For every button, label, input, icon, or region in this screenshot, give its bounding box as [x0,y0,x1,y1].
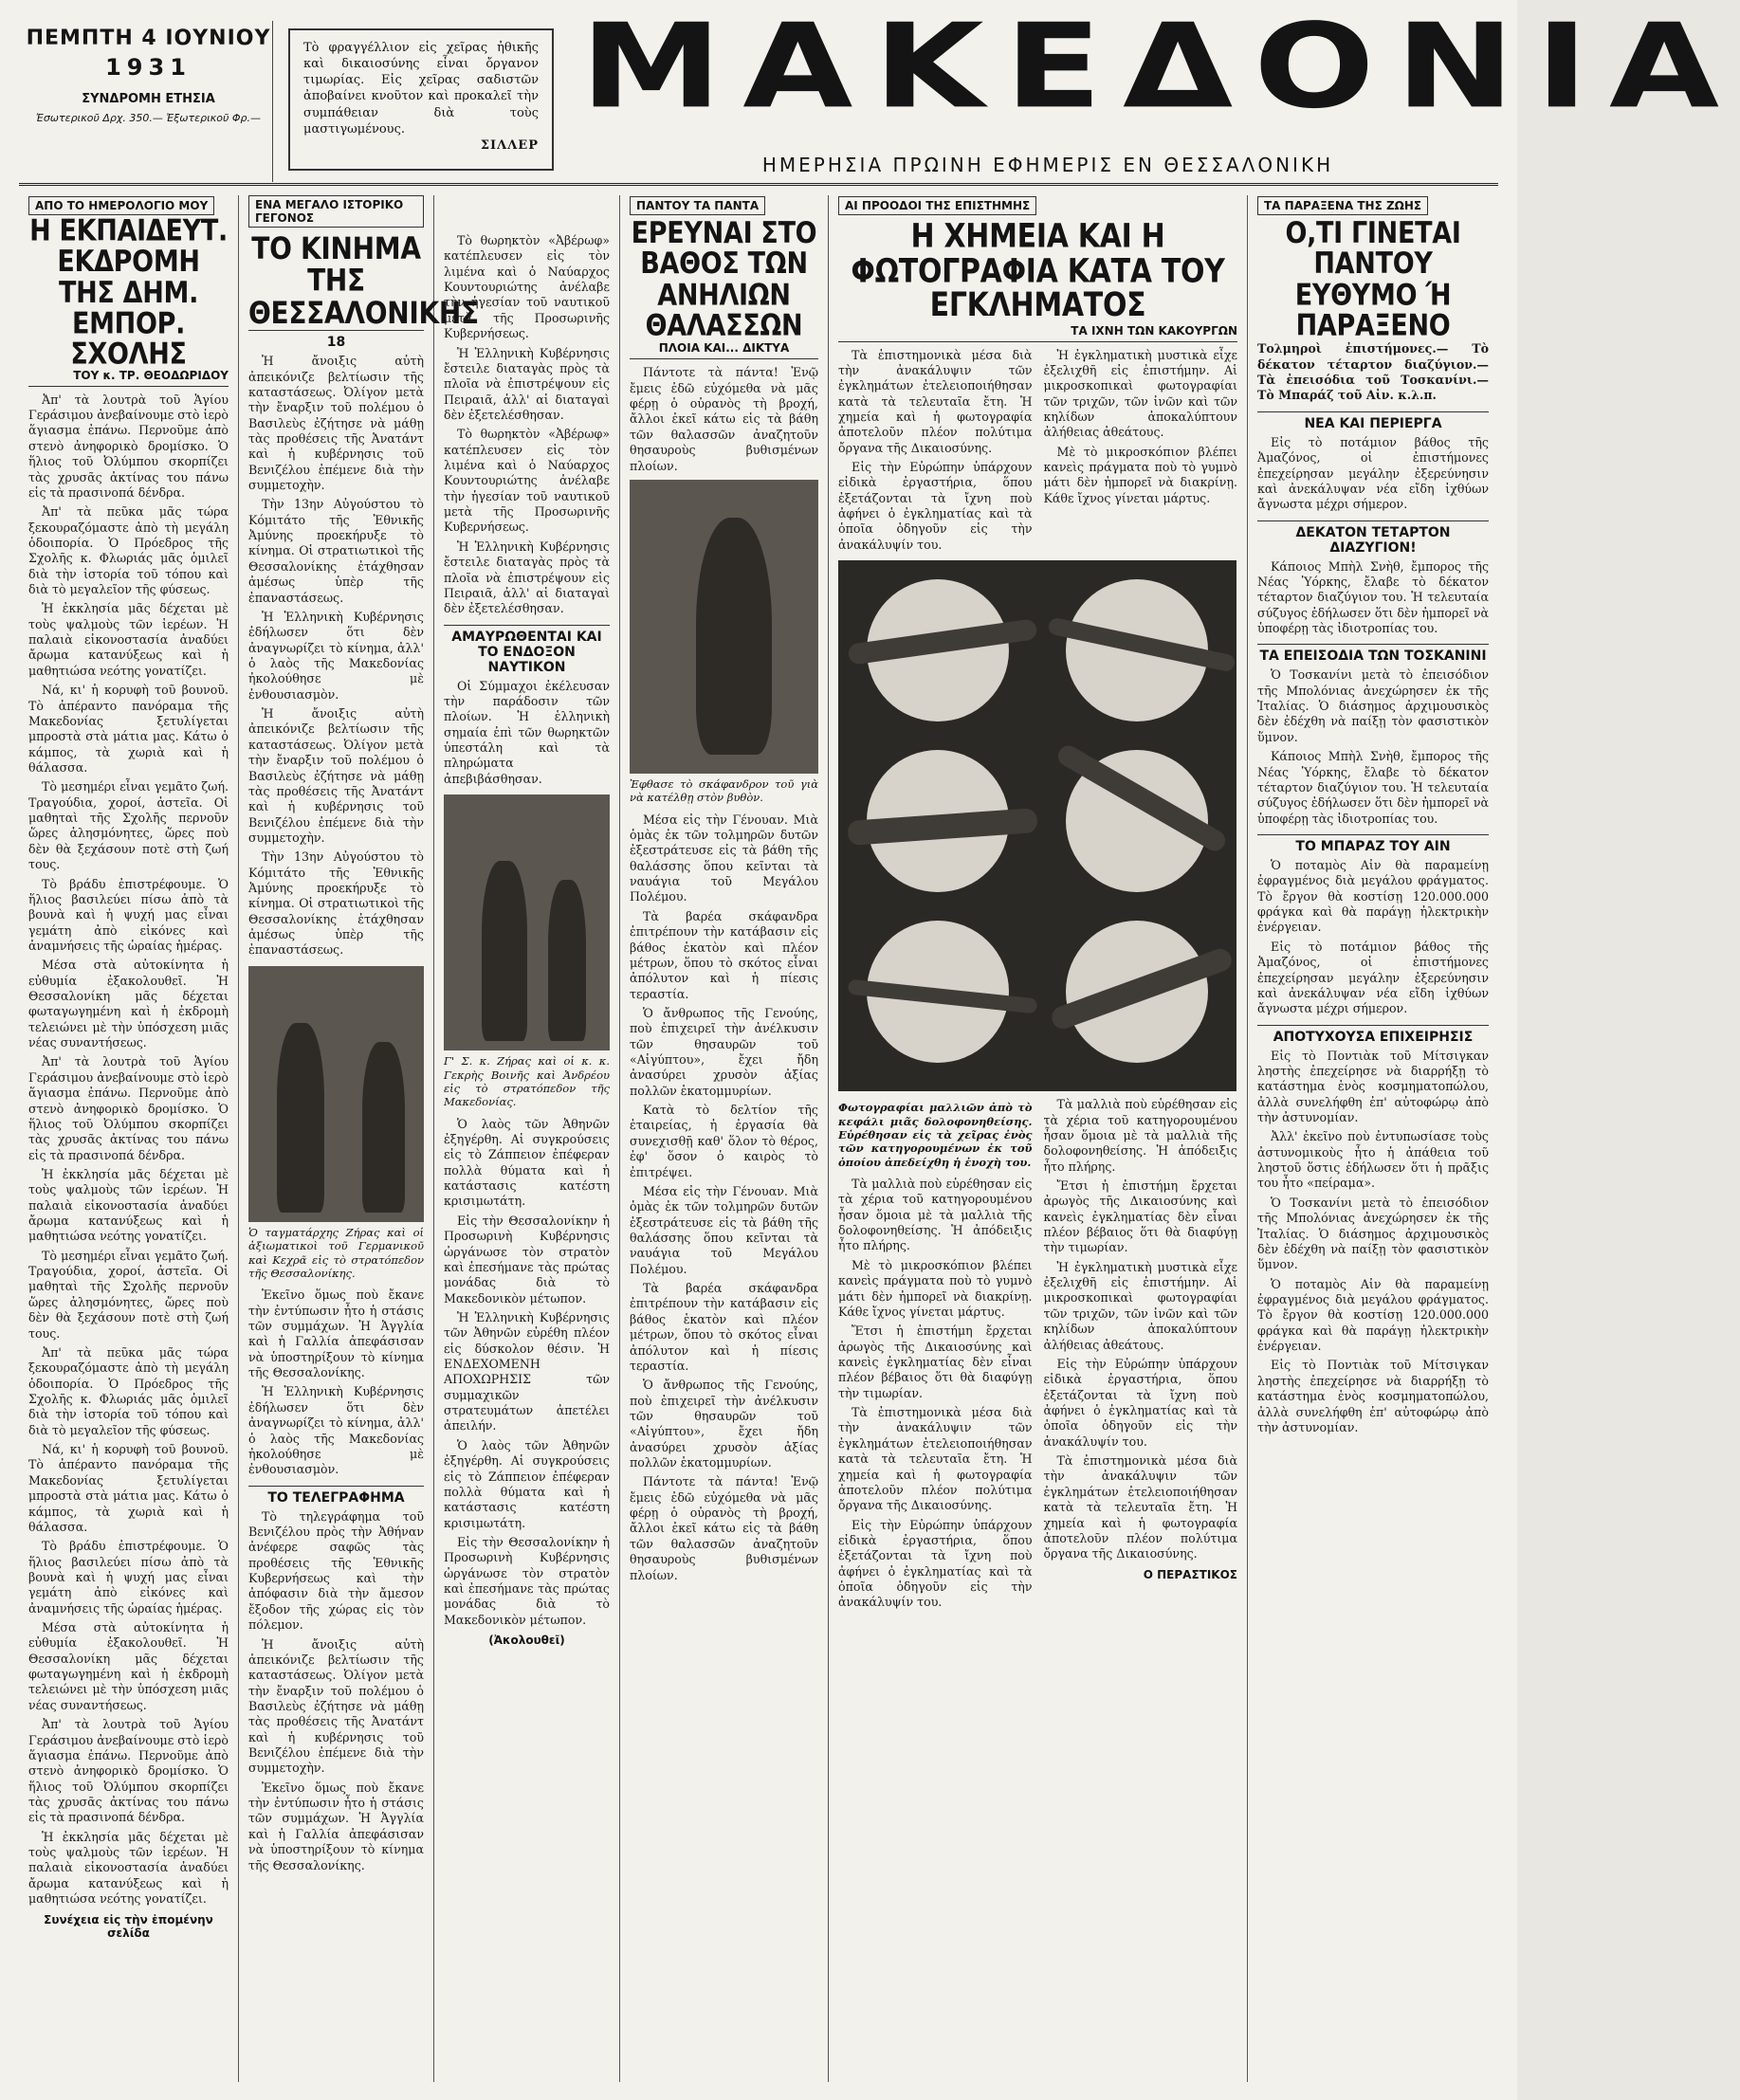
paragraph: Ὁ Τοσκανίνι μετὰ τὸ ἐπεισόδιον τῆς Μπολόνιας ἀνεχώρησεν ἐκ τῆς Ἰταλίας. Ὁ διάσημος ἀρχιμουσικὸς δὲν ἐδέχθη νὰ παίξῃ τὸν φασιστικὸν ὕμνον. [1257,667,1489,744]
to-be-continued: (Ἀκολουθεῖ) [488,1634,565,1648]
paragraph: Τὰ βαρέα σκάφανδρα ἐπιτρέπουν τὴν κατάβασιν εἰς βάθος ἑκατὸν καὶ πλέον μέτρων, ὅπου τὸ σκότος εἶναι ἀπόλυτον καὶ ἡ πίεσις τεραστία. [630,908,818,1001]
paragraph: Ἡ Ἑλληνικὴ Κυβέρνησις ἐδήλωσεν ὅτι δὲν ἀναγνωρίζει τὸ κίνημα, ἀλλ' ὁ λαὸς τῆς Μακεδονίας ἠκολούθησε μὲ ἐνθουσιασμὸν. [248,1384,424,1477]
paragraph: Ἡ ἐγκληματικὴ μυστικὰ εἶχε ἐξελιχθῆ εἰς ἐπιστήμην. Αἱ μικροσκοπικαὶ φωτογραφίαι τῶν τριχῶν, τῶν ἰνῶν καὶ τῶν κηλίδων ἀποκαλύπτουν ἀλήθειας ἀθεάτους. [1043,347,1237,440]
paragraph: Ὁ λαὸς τῶν Ἀθηνῶν ἐξηγέρθη. Αἱ συγκρούσεις εἰς τὸ Ζάππειον ἐπέφεραν πολλὰ θύματα καὶ ἡ κατάστασις κατέστη κρισιμωτάτη. [444,1437,610,1530]
paragraph: Εἰς τὸ Ποντιὰκ τοῦ Μίτσιγκαν ληστὴς ἐπεχείρησε νὰ διαρρήξῃ τὸ κατάστημα ἑνὸς κοσμηματοπώλου, ἀλλὰ συνελήφθη ἐπ' αὐτοφώρῳ ἀπὸ τὴν ἀστυνομίαν. [1257,1358,1489,1434]
section-label: ΠΑΝΤΟΥ ΤΑ ΠΑΝΤΑ [630,196,765,215]
paragraph: Ἀπ' τὰ πεῦκα μᾶς τώρα ξεκουραζόμαστε ἀπὸ τὴ μεγάλη ὁδοιπορία. Ὁ Πρόεδρος τῆς Σχολῆς κ. Φλωριάς μᾶς ὁμιλεῖ διὰ τὴν ἱστορία τοῦ τόπου καὶ διὰ τὸ μεγαλεῖον τῆς φύσεως. [28,504,229,597]
paragraph: Τὰ μαλλιὰ ποὺ εὑρέθησαν εἰς τὰ χέρια τοῦ κατηγορουμένου ἦσαν ὅμοια μὲ τὰ μαλλιὰ τῆς δολοφονηθείσης. Ἡ ἀπόδειξις ἦτο πλήρης. [838,1177,1033,1253]
subheading: ΔΕΚΑΤΟΝ ΤΕΤΑΡΤΟΝ ΔΙΑΖΥΓΙΟΝ! [1257,520,1489,556]
paragraph: Ἀπ' τὰ λουτρὰ τοῦ Ἁγίου Γεράσιμου ἀνεβαίνουμε στὸ ἱερὸ ἅγιασμα ἐπάνω. Περνοῦμε ἀπὸ στενὸ ἀνηφορικὸ δρομίσκο. Ὁ ἥλιος τοῦ Ὀλύμπου σκορπίζει τὰς χρυσᾶς ἀκτίνας του πάνω εἰς τὰ πρασινοπά δένδρα. [28,392,229,500]
subheading: ΤΟ ΤΕΛΕΓΡΑΦΗΜΑ [248,1486,424,1506]
quote-author: ΣΙΛΛΕΡ [480,137,539,153]
column-diary [19,195,239,2082]
author-signoff: Ο ΠΕΡΑΣΤΙΚΟΣ [1143,1567,1237,1581]
paragraph: Νά, κι' ἡ κορυφὴ τοῦ βουνοῦ. Τὸ ἀπέραντο πανόραμα τῆς Μακεδονίας ξετυλίγεται μπροστὰ στὰ μάτια μας. Κάτω ὁ κάμπος, τὰ χωριὰ καὶ ἡ θάλασσα. [28,683,229,775]
paragraph: Ἡ ἐγκληματικὴ μυστικὰ εἶχε ἐξελιχθῆ εἰς ἐπιστήμην. Αἱ μικροσκοπικαὶ φωτογραφίαι τῶν τριχῶν, τῶν ἰνῶν καὶ τῶν κηλίδων ἀποκαλύπτουν ἀλήθειας ἀθεάτους. [1043,1259,1237,1352]
paragraph: Ὁ ἄνθρωπος τῆς Γενούης, ποὺ ἐπιχειρεῖ τὴν ἀνέλκυσιν τῶν θησαυρῶν τοῦ «Αἰγύπτου», ἔχει ἤδη ἀνασύρει χρυσὸν ἀξίας πολλῶν ἑκατομμυρίων. [630,1005,818,1098]
paragraph: Τὰ ἐπιστημονικὰ μέσα διὰ τὴν ἀνακάλυψιν τῶν ἐγκλημάτων ἐτελειοποιήθησαν κατὰ τὰ τελευταῖα ἔτη. Ἡ χημεία καὶ ἡ φωτογραφία ἀποτελοῦν πλέον πολύτιμα ὄργανα τῆς Δικαιοσύνης. [1043,1453,1237,1561]
paragraph: Τὸ μεσημέρι εἶναι γεμᾶτο ζωή. Τραγούδια, χοροί, ἀστεῖα. Οἱ μαθηταὶ τῆς Σχολῆς περνοῦν ὥρες ἀλησμόνητες, ὥρες ποὺ δὲν θὰ ξεχάσουν ποτὲ στὴ ζωή τους. [28,1248,229,1341]
photo-officers-2 [444,794,610,1050]
paragraph: Πάντοτε τὰ πάντα! Ἐνῷ ἔμεις ἐδῶ εὐχόμεθα νὰ μᾶς φέρῃ ὁ οὐρανὸς τὴ βροχή, ἄλλοι ἐκεῖ κάτω εἰς τὰ βάθη τῶν θαλασσῶν ἀναζητοῦν θησαυροὺς βυθισμένων πλοίων. [630,365,818,473]
paragraph: Τὰ ἐπιστημονικὰ μέσα διὰ τὴν ἀνακάλυψιν τῶν ἐγκλημάτων ἐτελειοποιήθησαν κατὰ τὰ τελευταῖα ἔτη. Ἡ χημεία καὶ ἡ φωτογραφία ἀποτελοῦν πλέον πολύτιμα ὄργανα τῆς Δικαιοσύνης. [838,1405,1033,1513]
paragraph: Μέσα εἰς τὴν Γένουαν. Μιὰ ὁμὰς ἐκ τῶν τολμηρῶν δυτῶν ἐξεστράτευσε εἰς τὰ βάθη τῆς θαλάσσης ὅπου κεῖνται τὰ ναυάγια τοῦ Μεγάλου Πολέμου. [630,1183,818,1276]
paragraph: Τὰ ἐπιστημονικὰ μέσα διὰ τὴν ἀνακάλυψιν τῶν ἐγκλημάτων ἐτελειοποιήθησαν κατὰ τὰ τελευταῖα ἔτη. Ἡ χημεία καὶ ἡ φωτογραφία ἀποτελοῦν πλέον πολύτιμα ὄργανα τῆς Δικαιοσύνης. [838,347,1033,455]
paragraph: Ἡ ἐκκλησία μᾶς δέχεται μὲ τοὺς ψαλμοὺς τῶν ἱερέων. Ἡ παλαιὰ εἰκονοστασία ἀναδύει ἄρωμα κατανύξεως καὶ ἡ μαθητιώσα νεότης γονατίζει. [28,601,229,678]
issue-year: 1931 [105,54,192,81]
article-byline: ΤΑ ΙΧΝΗ ΤΩΝ ΚΑΚΟΥΡΓΩΝ [838,324,1237,342]
article-headline: ΕΡΕΥΝΑΙ ΣΤΟ ΒΑΘΟΣ ΤΩΝ ΑΝΗΛΙΩΝ ΘΑΛΑΣΣΩΝ [631,216,817,343]
micrograph-disc [867,921,1009,1063]
paragraph: Εἰς τὴν Εὐρώπην ὑπάρχουν εἰδικὰ ἐργαστήρια, ὅπου ἐξετάζονται τὰ ἴχνη ποὺ ἀφήνει ὁ ἐγκληματίας καὶ τὰ ὁποῖα ὁδηγοῦν εἰς τὴν ἀνακάλυψίν του. [838,460,1033,552]
epigraph-quote [288,28,554,171]
hair-micrograph-panel [838,560,1236,1091]
newspaper-tagline: ΗΜΕΡΗΣΙΑ ΠΡΩΙΝΗ ΕΦΗΜΕΡΙΣ ΕΝ ΘΕΣΣΑΛΟΝΙΚΗ [761,154,1334,176]
paragraph: Τὸ θωρηκτὸν «Ἀβέρωφ» κατέπλευσεν εἰς τὸν λιμένα καὶ ὁ Ναύαρχος Κουντουριώτης ἀνέλαβε τὴν ἡγεσίαν τοῦ ναυτικοῦ μετὰ τῆς Προσωρινῆς Κυβερνήσεως. [444,233,610,341]
photo-diver [630,480,818,774]
paragraph: Νά, κι' ἡ κορυφὴ τοῦ βουνοῦ. Τὸ ἀπέραντο πανόραμα τῆς Μακεδονίας ξετυλίγεται μπροστὰ στὰ μάτια μας. Κάτω ὁ κάμπος, τὰ χωριὰ καὶ ἡ θάλασσα. [28,1442,229,1534]
paragraph: Πάντοτε τὰ πάντα! Ἐνῷ ἔμεις ἐδῶ εὐχόμεθα νὰ μᾶς φέρῃ ὁ οὐρανὸς τὴ βροχή, ἄλλοι ἐκεῖ κάτω εἰς τὰ βάθη τῶν θαλασσῶν ἀναζητοῦν θησαυροὺς βυθισμένων πλοίων. [630,1474,818,1582]
micrograph-disc [867,750,1009,892]
section-label: ΕΝΑ ΜΕΓΑΛΟ ΙΣΤΟΡΙΚΟ ΓΕΓΟΝΟΣ [248,195,424,228]
paragraph: Εἰς τὴν Θεσσαλονίκην ἡ Προσωρινὴ Κυβέρνησις ὠργάνωσε τὸν στρατὸν καὶ ἐπεσήμανε τὰς πρώτας μονάδας διὰ τὸ Μακεδονικὸν μέτωπον. [444,1213,610,1306]
paragraph: Ὁ λαὸς τῶν Ἀθηνῶν ἐξηγέρθη. Αἱ συγκρούσεις εἰς τὸ Ζάππειον ἐπέφεραν πολλὰ θύματα καὶ ἡ κατάστασις κατέστη κρισιμωτάτη. [444,1116,610,1209]
paragraph: Τὴν 13ην Αὐγούστου τὸ Κόμιτάτο τῆς Ἐθνικῆς Ἀμύνης προεκήρυξε τὸ κίνημα. Οἱ στρατιωτικοὶ τῆς Θεσσαλονίκης ἐτάχθησαν ἀμέσως ὑπὲρ τῆς ἐπαναστάσεως. [248,497,424,605]
masthead [19,0,1740,186]
paragraph: Ἐκεῖνο ὅμως ποὺ ἔκανε τὴν ἐντύπωσιν ἦτο ἡ στάσις τῶν συμμάχων. Ἡ Ἀγγλία καὶ ἡ Γαλλία ἀπεφάσισαν νὰ ὑποστηρίξουν τὸ κίνημα τῆς Θεσσαλονίκης. [248,1287,424,1380]
paragraph: Εἰς τὸ ποτάμιον βάθος τῆς Ἀμαζόνος, οἱ ἐπιστήμονες ἐπεχείρησαν μεγάλην ἐξερεύνησιν καὶ ἀνεκάλυψαν νέα εἴδη ἰχθύων ἄγνωστα μέχρι σήμερον. [1257,939,1489,1016]
subheading: ΑΜΑΥΡΩΘΕΝΤΑΙ ΚΑΙ ΤΟ ΕΝΔΟΞΟΝ ΝΑΥΤΙΚΟΝ [444,625,610,675]
paragraph: Κάποιος Μπὴλ Σνὴθ, ἔμπορος τῆς Νέας Ὑόρκης, ἔλαβε τὸ δέκατον τέταρτον διαζύγιον του. Ἡ τελευταία σύζυγος ἐδήλωσεν ὅτι δὲν ἠμπορεῖ νὰ ὑποφέρῃ τὰς ἰδιοτροπίας του. [1257,749,1489,826]
paragraph: Τὰ βαρέα σκάφανδρα ἐπιτρέπουν τὴν κατάβασιν εἰς βάθος ἑκατὸν καὶ πλέον μέτρων, ὅπου τὸ σκότος εἶναι ἀπόλυτον καὶ ἡ πίεσις τεραστία. [630,1281,818,1373]
paragraph: Ἀπ' τὰ λουτρὰ τοῦ Ἁγίου Γεράσιμου ἀνεβαίνουμε στὸ ἱερὸ ἅγιασμα ἐπάνω. Περνοῦμε ἀπὸ στενὸ ἀνηφορικὸ δρομίσκο. Ὁ ἥλιος τοῦ Ὀλύμπου σκορπίζει τὰς χρυσᾶς ἀκτίνας του πάνω εἰς τὰ πρασινοπά δένδρα. [28,1054,229,1162]
paragraph: Ἡ ἄνοιξις αὐτὴ ἀπεικόνιζε βελτίωσιν τῆς καταστάσεως. Ὀλίγον μετὰ τὴν ἔναρξιν τοῦ πολέμου ὁ Βασιλεὺς ἐζήτησε νὰ μάθῃ τὰς προθέσεις τῆς Ἀνατάντ καὶ ἡ κυβέρνησις τοῦ Βενιζέλου ἐπέμενε διὰ τὴν συμμετοχὴν. [248,354,424,493]
micrograph-disc [1066,921,1208,1063]
subheading: ΤΑ ΕΠΕΙΣΟΔΙΑ ΤΩΝ ΤΟΣΚΑΝΙΝΙ [1257,644,1489,664]
subheading: ΤΟ ΜΠΑΡΑΖ ΤΟΥ ΑΙΝ [1257,834,1489,854]
subscription-label: ΣΥΝΔΡΟΜΗ ΕΤΗΣΙΑ [82,92,215,106]
paragraph: Μέσα εἰς τὴν Γένουαν. Μιὰ ὁμὰς ἐκ τῶν τολμηρῶν δυτῶν ἐξεστράτευσε εἰς τὰ βάθη τῆς θαλάσσης ὅπου κεῖνται τὰ ναυάγια τοῦ Μεγάλου Πολέμου. [630,812,818,904]
article-headline: ΤΟ ΚΙΝΗΜΑ ΤΗΣ ΘΕΣΣΑΛΟΝΙΚΗΣ [248,230,479,331]
paragraph: Εἰς τὴν Εὐρώπην ὑπάρχουν εἰδικὰ ἐργαστήρια, ὅπου ἐξετάζονται τὰ ἴχνη ποὺ ἀφήνει ὁ ἐγκληματίας καὶ τὰ ὁποῖα ὁδηγοῦν εἰς τὴν ἀνακάλυψίν του. [1043,1356,1237,1449]
continued-note: Συνέχεια εἰς τὴν ἑπομένην σελίδα [44,1912,213,1940]
date-box [25,21,273,182]
article-byline: ΠΛΟΙΑ ΚΑΙ... ΔΙΚΤΥΑ [630,341,818,359]
column-curiosities [1248,195,1498,2082]
paragraph: Μέσα στὰ αὐτοκίνητα ἡ εὐθυμία ἐξακολουθεῖ. Ἡ Θεσσαλονίκη μᾶς δέχεται φωταγωγημένη καὶ ἡ ἐκδρομὴ τελειώνει μὲ τὴν ὑπόσχεση μιᾶς νέας συναντήσεως. [28,958,229,1050]
section-label: ΤΑ ΠΑΡΑΞΕΝΑ ΤΗΣ ΖΩΗΣ [1257,196,1428,215]
column-movement-b [434,195,620,2082]
paragraph: Μὲ τὸ μικροσκόπιον βλέπει κανεὶς πράγματα ποὺ τὸ γυμνὸ μάτι δὲν ἠμπορεῖ νὰ διακρίνῃ. Κάθε ἴχνος γίνεται μάρτυς. [1043,444,1237,505]
paragraph: Εἰς τὸ ποτάμιον βάθος τῆς Ἀμαζόνος, οἱ ἐπιστήμονες ἐπεχείρησαν μεγάλην ἐξερεύνησιν καὶ ἀνεκάλυψαν νέα εἴδη ἰχθύων ἄγνωστα μέχρι σήμερον. [1257,434,1489,512]
paragraph: Ἡ Ἑλληνικὴ Κυβέρνησις ἔστειλε διαταγὰς πρὸς τὰ πλοῖα νὰ ἐπιστρέψουν εἰς Πειραιᾶ, ἀλλ' αἱ διαταγαὶ δὲν ἐξετελέσθησαν. [444,539,610,616]
article-headline: Η ΧΗΜΕΙΑ ΚΑΙ Η ΦΩΤΟΓΡΑΦΙΑ ΚΑΤΑ ΤΟΥ ΕΓΚΛΗΜΑΤΟΣ [851,217,1225,325]
paragraph: Ἔτσι ἡ ἐπιστήμη ἔρχεται ἀρωγὸς τῆς Δικαιοσύνης καὶ κανεὶς ἐγκληματίας δὲν εἶναι πλέον βέβαιος ὅτι θὰ διαφύγῃ τὴν τιμωρίαν. [838,1324,1033,1400]
paragraph: Ἀλλ' ἐκεῖνο ποὺ ἐντυπωσίασε τοὺς ἀστυνομικοὺς ἦτο ἡ ἀπάθεια τοῦ ληστοῦ ὅστις ἐδήλωσεν ὅτι ἡ πρᾶξις του ἦτο «πείραμα». [1257,1129,1489,1191]
article-headline: Ο,ΤΙ ΓΙΝΕΤΑΙ ΠΑΝΤΟΥ ΕΥΘΥΜΟ Ή ΠΑΡΑΞΕΝΟ [1285,216,1461,343]
micrograph-disc [1066,579,1208,721]
paragraph: Μὲ τὸ μικροσκόπιον βλέπει κανεὶς πράγματα ποὺ τὸ γυμνὸ μάτι δὲν ἠμπορεῖ νὰ διακρίνῃ. Κάθε ἴχνος γίνεται μάρτυς. [838,1257,1033,1319]
subscription-prices: Ἐσωτερικοῦ Δρχ. 350.— Ἐξωτερικοῦ Φρ.— [36,112,261,124]
paragraph: Ἡ ἄνοιξις αὐτὴ ἀπεικόνιζε βελτίωσιν τῆς καταστάσεως. Ὀλίγον μετὰ τὴν ἔναρξιν τοῦ πολέμου ὁ Βασιλεὺς ἐζήτησε νὰ μάθῃ τὰς προθέσεις τῆς Ἀνατάντ καὶ ἡ κυβέρνησις τοῦ Βενιζέλου ἐπέμενε διὰ τὴν συμμετοχὴν. [248,1636,424,1776]
paragraph: Τὸ βράδυ ἐπιστρέφουμε. Ὁ ἥλιος βασιλεύει πίσω ἀπὸ τὰ βουνὰ καὶ ἡ ψυχή μας εἶναι γεμάτη ἀπὸ εἰκόνες καὶ ἀναμνήσεις τῆς ὡραίας ἡμέρας. [28,1539,229,1616]
article-byline: ΤΟΥ κ. ΤΡ. ΘΕΟΔΩΡΙΔΟΥ [28,369,229,387]
paragraph: Ἐκεῖνο ὅμως ποὺ ἔκανε τὴν ἐντύπωσιν ἦτο ἡ στάσις τῶν συμμάχων. Ἡ Ἀγγλία καὶ ἡ Γαλλία ἀπεφάσισαν νὰ ὑποστηρίξουν τὸ κίνημα τῆς Θεσσαλονίκης. [248,1780,424,1872]
paragraph: Τὸ μεσημέρι εἶναι γεμᾶτο ζωή. Τραγούδια, χοροί, ἀστεῖα. Οἱ μαθηταὶ τῆς Σχολῆς περνοῦν ὥρες ἀλησμόνητες, ὥρες ποὺ δὲν θὰ ξεχάσουν ποτὲ στὴ ζωή τους. [28,779,229,872]
paragraph: Ἡ Ἑλληνικὴ Κυβέρνησις ἔστειλε διαταγὰς πρὸς τὰ πλοῖα νὰ ἐπιστρέψουν εἰς Πειραιᾶ, ἀλλ' αἱ διαταγαὶ δὲν ἐξετελέσθησαν. [444,345,610,422]
paragraph: Εἰς τὴν Εὐρώπην ὑπάρχουν εἰδικὰ ἐργαστήρια, ὅπου ἐξετάζονται τὰ ἴχνη ποὺ ἀφήνει ὁ ἐγκληματίας καὶ τὰ ὁποῖα ὁδηγοῦν εἰς τὴν ἀνακάλυψίν του. [838,1517,1033,1610]
article-headline: Η ΕΚΠΑΙΔΕΥΤ. ΕΚΔΡΟΜΗ ΤΗΣ ΔΗΜ. ΕΜΠΟΡ. ΣΧΟΛΗΣ [29,214,228,373]
quote-text: Τὸ φραγγέλλιον εἰς χεῖρας ἠθικῆς καὶ δικαιοσύνης εἶναι ὄργανον τιμωρίας. Εἰς χεῖρας σαδιστῶν ἀποβαίνει κνοῦτον καὶ προκαλεῖ τὴν συμπάθειαν διὰ τοὺς μαστιγωμένους. [303,41,539,137]
article-intro: Τολμηροὶ ἐπιστήμονες.— Τὸ δέκατον τέταρτον διαζύγιον.— Τὰ ἐπεισόδια τοῦ Τοσκανίνι.— Τὸ Μπαράζ τοῦ Αἰν. κ.λ.π. [1257,341,1489,403]
paragraph: Εἰς τὴν Θεσσαλονίκην ἡ Προσωρινὴ Κυβέρνησις ὠργάνωσε τὸν στρατὸν καὶ ἐπεσήμανε τὰς πρώτας μονάδας διὰ τὸ Μακεδονικὸν μέτωπον. [444,1534,610,1627]
paragraph: Κατὰ τὸ δελτίον τῆς ἐταιρείας, ἡ ἐργασία θὰ συνεχισθῇ καθ' ὅλον τὸ θέρος, ἐφ' ὅσον ὁ καιρὸς τὸ ἐπιτρέψει. [630,1103,818,1179]
paragraph: Κάποιος Μπὴλ Σνὴθ, ἔμπορος τῆς Νέας Ὑόρκης, ἔλαβε τὸ δέκατον τέταρτον διαζύγιον του. Ἡ τελευταία σύζυγος ἐδήλωσεν ὅτι δὲν ἠμπορεῖ νὰ ὑποφέρῃ τὰς ἰδιοτροπίας του. [1257,558,1489,636]
installment-number: 18 [248,330,424,350]
photo-officers [248,966,424,1222]
issue-day: ΠΕΜΠΤΗ 4 ΙΟΥΝΙΟΥ [26,27,271,50]
photo-caption: Γ' Σ. κ. Ζήρας καὶ οἱ κ. κ. Γεκρὴς Βοινῆς καὶ Ἀνδρέου εἰς τὸ στρατόπεδον τῆς Μακεδονίας. [444,1054,610,1109]
paragraph: Τὴν 13ην Αὐγούστου τὸ Κόμιτάτο τῆς Ἐθνικῆς Ἀμύνης προεκήρυξε τὸ κίνημα. Οἱ στρατιωτικοὶ τῆς Θεσσαλονίκης ἐτάχθησαν ἀμέσως ὑπὲρ τῆς ἐπαναστάσεως. [248,849,424,958]
column-movement-a [239,195,479,2082]
paragraph: Ἡ ἐκκλησία μᾶς δέχεται μὲ τοὺς ψαλμοὺς τῶν ἱερέων. Ἡ παλαιὰ εἰκονοστασία ἀναδύει ἄρωμα κατανύξεως καὶ ἡ μαθητιώσα νεότης γονατίζει. [28,1829,229,1907]
paragraph: Ὁ Τοσκανίνι μετὰ τὸ ἐπεισόδιον τῆς Μπολόνιας ἀνεχώρησεν ἐκ τῆς Ἰταλίας. Ὁ διάσημος ἀρχιμουσικὸς δὲν ἐδέχθη νὰ παίξῃ τὸν φασιστικὸν ὕμνον. [1257,1195,1489,1272]
photo-caption: Ἐφθασε τὸ σκάφανδρον τοῦ γιὰ νὰ κατέλθῃ στὸν βυθὸν. [630,776,818,805]
photo-caption: Φωτογραφίαι μαλλιῶν ἀπὸ τὸ κεφάλι μιᾶς δολοφονηθείσης. Εὑρέθησαν εἰς τὰ χεῖρας ἑνὸς τῶν κατηγορουμένων ἐκ τοῦ ὁποίου ἀπεδείχθη ἡ ἐνοχὴ του. [838,1101,1033,1169]
paragraph: Τὸ βράδυ ἐπιστρέφουμε. Ὁ ἥλιος βασιλεύει πίσω ἀπὸ τὰ βουνὰ καὶ ἡ ψυχή μας εἶναι γεμάτη ἀπὸ εἰκόνες καὶ ἀναμνήσεις τῆς ὡραίας ἡμέρας. [28,876,229,953]
paragraph: Ἀπ' τὰ πεῦκα μᾶς τώρα ξεκουραζόμαστε ἀπὸ τὴ μεγάλη ὁδοιπορία. Ὁ Πρόεδρος τῆς Σχολῆς κ. Φλωριάς μᾶς ὁμιλεῖ διὰ τὴν ἱστορία τοῦ τόπου καὶ διὰ τὸ μεγαλεῖον τῆς φύσεως. [28,1344,229,1437]
paragraph: Ἡ Ἑλληνικὴ Κυβέρνησις τῶν Ἀθηνῶν εὑρέθη πλέον εἰς δύσκολον θέσιν. Ἡ ΕΝΔΕΧΟΜΕΝΗ ΑΠΟΧΩΡΗΣΙΣ τῶν συμμαχικῶν στρατευμάτων ἀπετέλει ἀπειλήν. [444,1309,610,1433]
paragraph: Ἡ Ἑλληνικὴ Κυβέρνησις ἐδήλωσεν ὅτι δὲν ἀναγνωρίζει τὸ κίνημα, ἀλλ' ὁ λαὸς τῆς Μακεδονίας ἠκολούθησε μὲ ἐνθουσιασμὸν. [248,609,424,702]
paragraph: Μέσα στὰ αὐτοκίνητα ἡ εὐθυμία ἐξακολουθεῖ. Ἡ Θεσσαλονίκη μᾶς δέχεται φωταγωγημένη καὶ ἡ ἐκδρομὴ τελειώνει μὲ τὴν ὑπόσχεση μιᾶς νέας συναντήσεως. [28,1620,229,1712]
section-label: ΑΠΟ ΤΟ ΗΜΕΡΟΛΟΓΙΟ ΜΟΥ [28,196,214,215]
micrograph-disc [867,579,1009,721]
section-label: ΑΙ ΠΡΟΟΔΟΙ ΤΗΣ ΕΠΙΣΤΗΜΗΣ [838,196,1036,215]
paragraph: Ἡ ἄνοιξις αὐτὴ ἀπεικόνιζε βελτίωσιν τῆς καταστάσεως. Ὀλίγον μετὰ τὴν ἔναρξιν τοῦ πολέμου ὁ Βασιλεὺς ἐζήτησε νὰ μάθῃ τὰς προθέσεις τῆς Ἀνατάντ καὶ ἡ κυβέρνησις τοῦ Βενιζέλου ἐπέμενε διὰ τὴν συμμετοχὴν. [248,706,424,845]
column-deep-sea [620,195,829,2082]
paragraph: Ἀπ' τὰ λουτρὰ τοῦ Ἁγίου Γεράσιμου ἀνεβαίνουμε στὸ ἱερὸ ἅγιασμα ἐπάνω. Περνοῦμε ἀπὸ στενὸ ἀνηφορικὸ δρομίσκο. Ὁ ἥλιος τοῦ Ὀλύμπου σκορπίζει τὰς χρυσᾶς ἀκτίνας του πάνω εἰς τὰ πρασινοπά δένδρα. [28,1717,229,1825]
paragraph: Εἰς τὸ Ποντιὰκ τοῦ Μίτσιγκαν ληστὴς ἐπεχείρησε νὰ διαρρήξῃ τὸ κατάστημα ἑνὸς κοσμηματοπώλου, ἀλλὰ συνελήφθη ἐπ' αὐτοφώρῳ ἀπὸ τὴν ἀστυνομίαν. [1257,1048,1489,1125]
paragraph: Ἔτσι ἡ ἐπιστήμη ἔρχεται ἀρωγὸς τῆς Δικαιοσύνης καὶ κανεὶς ἐγκληματίας δὲν εἶναι πλέον βέβαιος ὅτι θὰ διαφύγῃ τὴν τιμωρίαν. [1043,1178,1237,1255]
newspaper-title: ΜΑΚΕΔΟΝΙΑ [580,0,1740,135]
paragraph: Τὸ θωρηκτὸν «Ἀβέρωφ» κατέπλευσεν εἰς τὸν λιμένα καὶ ὁ Ναύαρχος Κουντουριώτης ἀνέλαβε τὴν ἡγεσίαν τοῦ ναυτικοῦ μετὰ τῆς Προσωρινῆς Κυβερνήσεως. [444,427,610,535]
paragraph: Ὁ ἄνθρωπος τῆς Γενούης, ποὺ ἐπιχειρεῖ τὴν ἀνέλκυσιν τῶν θησαυρῶν τοῦ «Αἰγύπτου», ἔχει ἤδη ἀνασύρει χρυσὸν ἀξίας πολλῶν ἑκατομμυρίων. [630,1378,818,1470]
paragraph: Τὸ τηλεγράφημα τοῦ Βενιζέλου πρὸς τὴν Ἀθήναν ἀνέφερε σαφῶς τὰς προθέσεις τῆς Ἐθνικῆς Κυβερνήσεως καὶ τὴν ἀπόφασιν διὰ τὴν ἄμεσον ἔξοδον τῆς χώρας εἰς τὸν πόλεμον. [248,1508,424,1633]
subheading: ΝΕΑ ΚΑΙ ΠΕΡΙΕΡΓΑ [1257,411,1489,431]
paragraph: Ὁ ποταμὸς Αἰν θὰ παραμείνῃ ἐφραγμένος διὰ μεγάλου φράγματος. Τὸ ἔργον θὰ κοστίσῃ 120.000.000 φράγκα καὶ θὰ παράγῃ ἠλεκτρικὴν ἐνέργειαν. [1257,858,1489,935]
paragraph: Τὰ μαλλιὰ ποὺ εὑρέθησαν εἰς τὰ χέρια τοῦ κατηγορουμένου ἦσαν ὅμοια μὲ τὰ μαλλιὰ τῆς δολοφονηθείσης. Ἡ ἀπόδειξις ἦτο πλήρης. [1043,1097,1237,1174]
paragraph: Ἡ ἐκκλησία μᾶς δέχεται μὲ τοὺς ψαλμοὺς τῶν ἱερέων. Ἡ παλαιὰ εἰκονοστασία ἀναδύει ἄρωμα κατανύξεως καὶ ἡ μαθητιώσα νεότης γονατίζει. [28,1166,229,1244]
subheading: ΑΠΟΤΥΧΟΥΣΑ ΕΠΙΧΕΙΡΗΣΙΣ [1257,1025,1489,1045]
paragraph: Ὁ ποταμὸς Αἰν θὰ παραμείνῃ ἐφραγμένος διὰ μεγάλου φράγματος. Τὸ ἔργον θὰ κοστίσῃ 120.000.000 φράγκα καὶ θὰ παράγῃ ἠλεκτρικὴν ἐνέργειαν. [1257,1276,1489,1354]
column-forensics [829,195,1248,2082]
paragraph: Οἱ Σύμμαχοι ἐκέλευσαν τὴν παράδοσιν τῶν πλοίων. Ἡ ἑλληνικὴ σημαία ἐπὶ τῶν θωρηκτῶν ὑπεστάλη καὶ τὰ πληρώματα ἀπεβιβάσθησαν. [444,678,610,786]
photo-caption: Ὁ ταγματάρχης Ζήρας καὶ οἱ ἀξιωματικοὶ τοῦ Γερμανικοῦ καὶ Κεχρᾶ εἰς τὸ στρατόπεδον τῆς Θεσσαλονίκης. [248,1225,424,1280]
micrograph-disc [1066,750,1208,892]
